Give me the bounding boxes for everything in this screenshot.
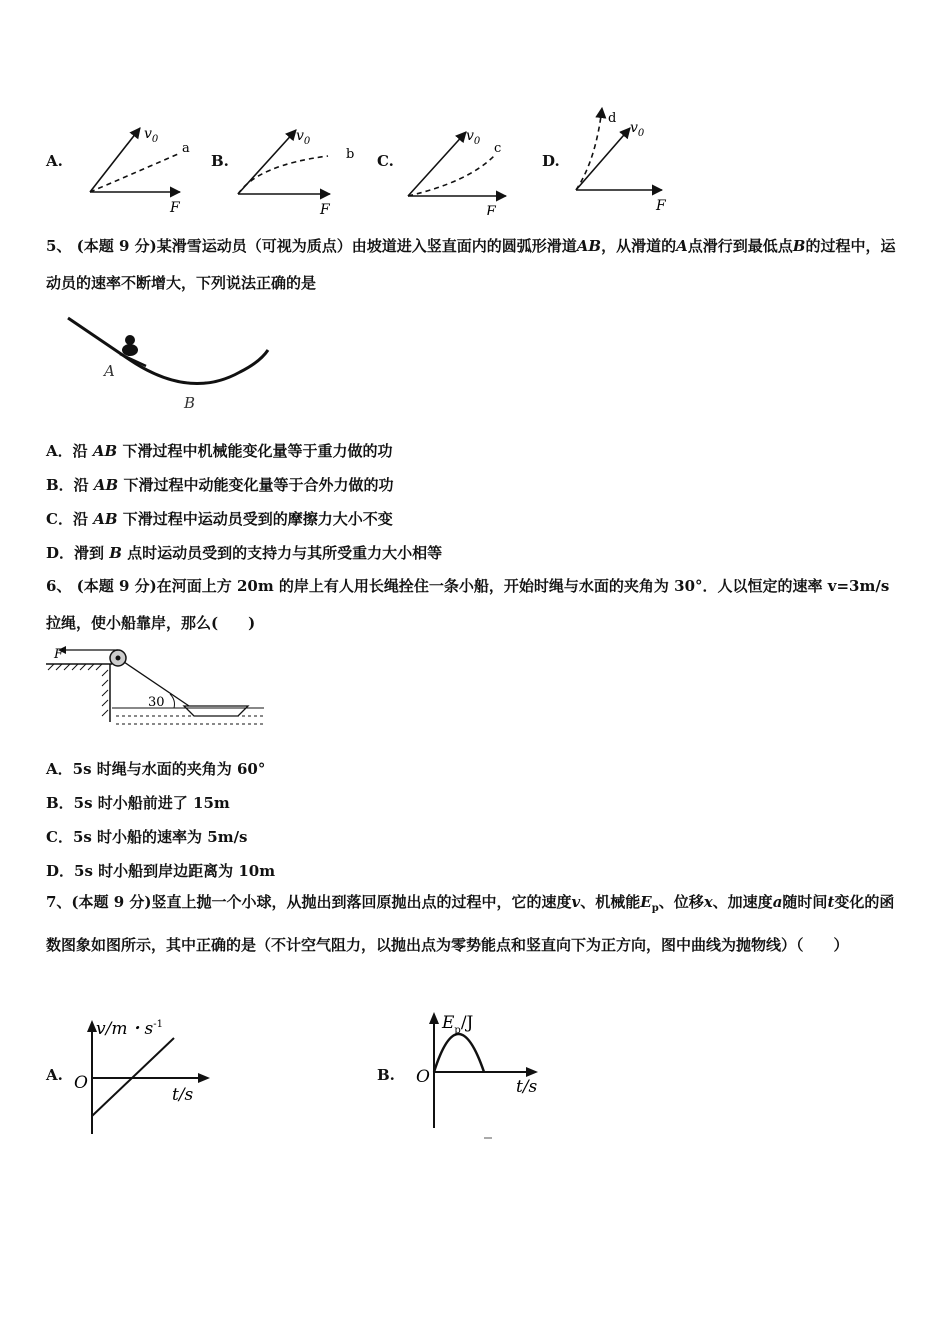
q4-a-f-label: F xyxy=(170,200,180,215)
q4-b-v0-label: $v_0$ xyxy=(296,128,311,147)
angle-label: 30 xyxy=(148,695,165,710)
point-a-label: A xyxy=(104,362,115,380)
q4-d-v0-arrow xyxy=(576,128,630,190)
q5-option-b[interactable]: B．沿 AB 下滑过程中动能变化量等于合外力做的功 xyxy=(46,476,394,494)
q4-a-curve-label: a xyxy=(182,141,190,156)
skier-icon xyxy=(120,335,146,366)
q4-d-f-label: F xyxy=(656,198,666,214)
q4-c-f-label: F xyxy=(486,204,496,215)
graph-a-origin: O xyxy=(74,1073,88,1093)
q4-option-d-diagram xyxy=(566,100,686,215)
q6-option-a[interactable]: A．5s 时绳与水面的夹角为 60° xyxy=(46,760,266,778)
q4-option-c-diagram xyxy=(398,110,528,215)
q6-option-d[interactable]: D．5s 时小船到岸边距离为 10m xyxy=(46,862,276,880)
q6-boat-figure xyxy=(44,640,269,735)
graph-a-x-label: t/s xyxy=(172,1085,194,1105)
q4-a-v0-arrow xyxy=(90,128,140,192)
q5-ski-slope-figure xyxy=(60,310,280,415)
q5-option-d[interactable]: D．滑到 B 点时运动员受到的支持力与其所受重力大小相等 xyxy=(46,544,443,562)
q5-option-c[interactable]: C．沿 AB 下滑过程中运动员受到的摩擦力大小不变 xyxy=(46,510,393,528)
graph-b-origin: O xyxy=(416,1067,430,1087)
q6-stem: 6、 (本题 9 分)在河面上方 20m 的岸上有人用长绳拴住一条小船，开始时绳与水面的夹角为 30°．人以恒定的速率 v=3m/s 拉绳，使小船靠岸，那么( ) xyxy=(46,577,890,632)
q4-option-b-label[interactable]: B. xyxy=(211,152,229,170)
q6-option-b[interactable]: B．5s 时小船前进了 15m xyxy=(46,794,230,812)
q4-d-v0-label: $v_0$ xyxy=(630,120,645,139)
q4-c-v0-arrow xyxy=(408,132,466,196)
q4-b-f-label: F xyxy=(320,202,330,215)
graph-b-energy-curve xyxy=(434,1034,484,1072)
q4-a-trajectory xyxy=(90,154,178,192)
graph-a-y-label: v/m・$s^{-1}$ xyxy=(96,1019,163,1039)
q4-d-trajectory xyxy=(576,108,602,190)
slope-curve xyxy=(68,318,268,384)
q4-option-d-label[interactable]: D. xyxy=(542,152,560,170)
q6-option-c[interactable]: C．5s 时小船的速率为 5m/s xyxy=(46,828,248,846)
bank-hatch xyxy=(48,664,108,716)
q4-d-curve-label: d xyxy=(608,111,617,126)
q7-stem: 7、(本题 9 分)竖直上抛一个小球，从抛出到落回原抛出点的过程中，它的速度v、机械能$E_p$、位移x、加速度a随时间t变化的函数图象如图所示，其中正确的是（不计空气阻力，以抛出点为零势能点和竖直向下为正方向，图中曲线为抛物线）（ ） xyxy=(46,893,895,954)
q4-c-trajectory xyxy=(408,156,494,196)
q4-option-c-label[interactable]: C. xyxy=(377,152,394,170)
q4-a-v0-label: $v_0$ xyxy=(144,126,159,145)
q5-stem: 5、 (本题 9 分)某滑雪运动员（可视为质点）由坡道进入竖直面内的圆弧形滑道AB，从滑道的A点滑行到最低点B的过程中，运动员的速率不断增大，下列说法正确的是 xyxy=(46,237,896,292)
point-b-label: B xyxy=(184,394,196,412)
q4-option-a-diagram xyxy=(80,110,200,215)
q4-option-a-label[interactable]: A. xyxy=(46,152,63,170)
graph-b-y-label: $E_p/J$ xyxy=(442,1013,474,1036)
q5-option-a[interactable]: A．沿 AB 下滑过程中机械能变化量等于重力做的功 xyxy=(46,442,393,460)
q4-c-curve-label: c xyxy=(494,141,502,156)
q7-graph-a xyxy=(70,1012,220,1140)
q7-option-a-label[interactable]: A. xyxy=(46,1066,63,1084)
q4-options-row xyxy=(0,100,950,220)
q4-c-v0-label: $v_0$ xyxy=(466,128,481,147)
graph-b-x-label: t/s xyxy=(516,1077,538,1097)
q7-graph-b xyxy=(408,1004,558,1142)
q4-b-trajectory xyxy=(238,156,328,194)
q7-option-b-label[interactable]: B. xyxy=(377,1066,395,1084)
q4-b-curve-label: b xyxy=(346,147,355,162)
force-f-label: F xyxy=(54,647,64,662)
q4-option-b-diagram xyxy=(228,110,368,215)
